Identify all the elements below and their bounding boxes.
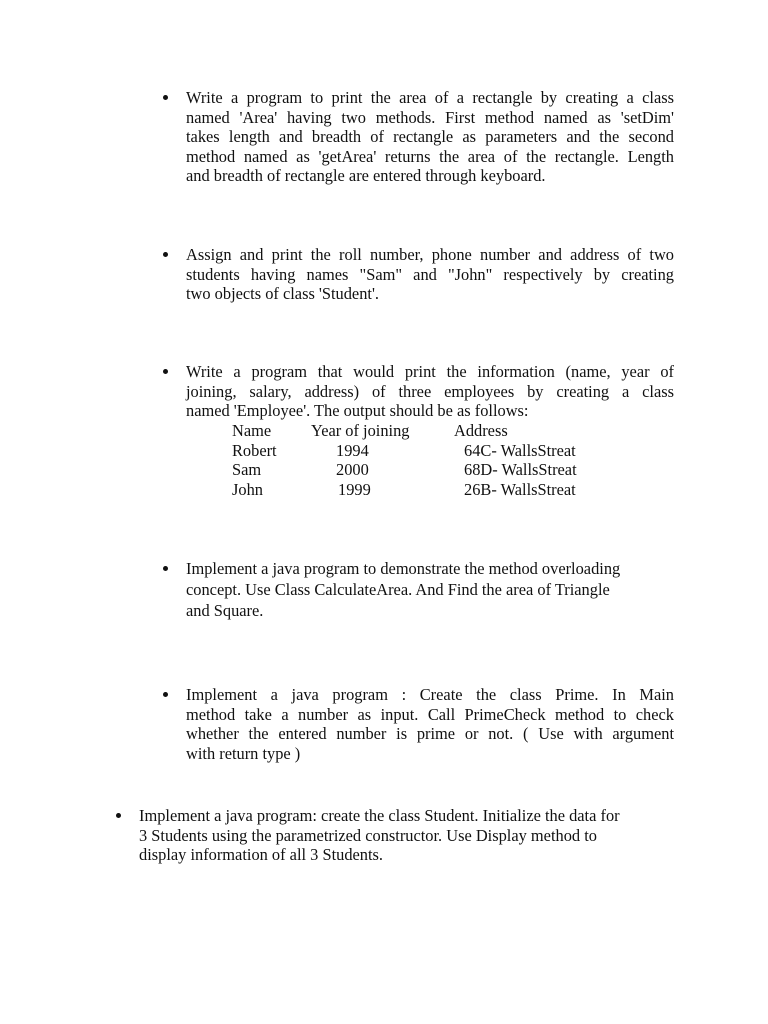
bullet-icon: [163, 692, 168, 697]
text-line: whether the entered number is prime or not. ( Use with argument: [186, 724, 674, 744]
text-line: 3 Students using the parametrized constructor. Use Display method to: [139, 825, 597, 845]
item-text: [186, 685, 674, 763]
bullet-icon: [116, 813, 121, 818]
text-line: joining, salary, address) of three employees by creating a class: [186, 381, 674, 401]
text-line: and breadth of rectangle are entered through keyboard.: [186, 166, 546, 186]
bullet-icon: [163, 566, 168, 571]
bullet-icon: [163, 95, 168, 100]
item-text: [139, 806, 699, 865]
text-line: takes length and breadth of rectangle as parameters and the second: [186, 127, 674, 147]
text-line: Assign and print the roll number, phone number and address of two: [186, 245, 674, 264]
text-line: and Square.: [186, 601, 264, 620]
table-cell: John: [232, 479, 263, 499]
table-cell: 2000: [336, 460, 369, 480]
table-header-cell: Name: [232, 421, 272, 440]
text-line: named 'Employee'. The output should be as follows:: [186, 401, 529, 421]
table-row: [232, 460, 612, 480]
table-cell: Robert: [232, 440, 277, 460]
text-line: Write a program that would print the information (name, year of: [186, 362, 674, 381]
text-line: Implement a java program : Create the class Prime. In Main: [186, 685, 674, 704]
text-line: Write a program to print the area of a rectangle by creating a class: [186, 88, 674, 107]
table-cell: 26B- WallsStreat: [464, 479, 576, 499]
text-line: Implement a java program to demonstrate the method overloading: [186, 559, 621, 578]
table-header-row: [232, 421, 612, 441]
table-row: [232, 441, 612, 461]
item-text: [186, 558, 686, 621]
text-line: two objects of class 'Student'.: [186, 284, 380, 304]
item-text: [186, 362, 674, 421]
item-text: [186, 245, 674, 304]
table-header-cell: Address: [454, 421, 508, 440]
bullet-icon: [163, 252, 168, 257]
text-line: method named as 'getArea' returns the area of the rectangle. Length: [186, 146, 674, 166]
text-line: Implement a java program: create the class Student. Initialize the data for: [139, 806, 620, 825]
table-header-cell: Year of joining: [311, 421, 410, 440]
text-line: students having names "Sam" and "John" respectively by creating: [186, 264, 674, 284]
employee-output-table: [232, 421, 612, 499]
text-line: display information of all 3 Students.: [139, 845, 384, 865]
table-cell: 1999: [338, 479, 371, 499]
text-line: concept. Use Class CalculateArea. And Find the area of Triangle: [186, 580, 610, 599]
table-row: [232, 480, 612, 500]
item-text: [186, 88, 674, 186]
text-line: with return type ): [186, 743, 301, 763]
bullet-icon: [163, 369, 168, 374]
text-line: method take a number as input. Call PrimeCheck method to check: [186, 704, 674, 724]
table-cell: 68D- WallsStreat: [464, 460, 577, 480]
text-line: named 'Area' having two methods. First method named as 'setDim': [186, 107, 674, 127]
table-cell: Sam: [232, 460, 262, 480]
table-cell: 1994: [336, 440, 369, 460]
table-cell: 64C- WallsStreat: [464, 440, 576, 460]
